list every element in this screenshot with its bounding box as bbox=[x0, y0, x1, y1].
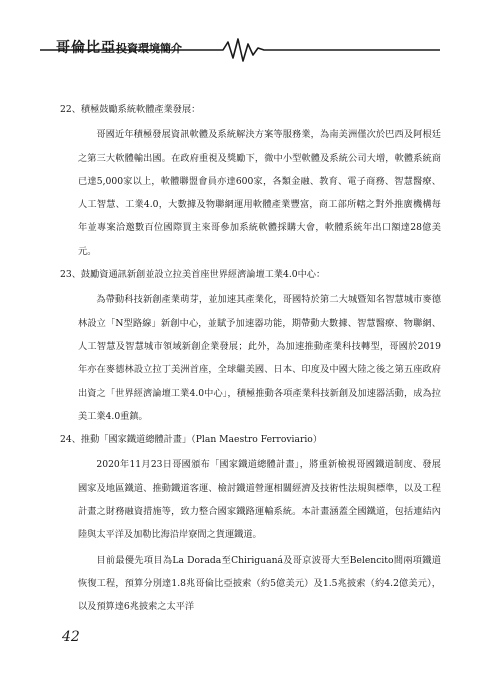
header-country: 哥倫比亞 bbox=[56, 40, 116, 56]
header-subtitle: 投資環境簡介 bbox=[116, 42, 182, 55]
item-24-heading: 24、推動「國家鐵道總體計畫」（Plan Maestro Ferroviario） bbox=[60, 434, 323, 446]
header-title bbox=[56, 37, 182, 57]
item-24-paragraph-2: 目前最優先項目為La Dorada至Chiriguaná及哥京波哥大至Belencito間兩項鐵道恢復工程，預算分別達1.8兆哥倫比亞披索（約5億美元）及1.5兆披索（約4.2億美元），以及預算達6兆披索之太平洋 bbox=[78, 554, 441, 613]
item-24-paragraph-1: 2020年11月23日哥國頒布「國家鐵道總體計畫」，將重新檢視哥國鐵道制度、發展國家及地區鐵道、推動鐵道客運、檢討鐵道營運相關經濟及技術性法規與標準，以及工程計畫之財務融資措施等，致力整合國家鐵路運輸系統。本計畫涵蓋全國鐵道，包括連結內陸與太平洋及加勒比海沿岸寮間之貨運鐵道。 bbox=[78, 459, 441, 541]
item-23-paragraph: 為帶動科技新創產業萌芽，並加速其產業化，哥國特於第二大城暨知名智慧城市麥德林設立「N型路線」新創中心，並賦予加速器功能，期帶動大數據、智慧醫療、物聯網、人工智慧及智慧城市領域新創企業發展；此外，為加速推動產業科技轉型，哥國於2019年亦在麥德林設立拉丁美洲首座，全球繼美國、日本、印度及中國大陸之後之第五座政府出資之「世界經濟論壇工業4.0中心」，積極推動各項產業科技新創及加速器活動，成為拉美工業4.0重鎮。 bbox=[78, 294, 441, 422]
page-body bbox=[60, 98, 441, 619]
page-number: 42 bbox=[62, 629, 80, 645]
running-header bbox=[40, 36, 440, 66]
item-22-paragraph: 哥國近年積極發展資訊軟體及系統解決方案等服務業，為南美洲僅次於巴西及阿根廷之第三大軟體輸出國。在政府重視及獎勵下，微中小型軟體及系統公司大增，軟體系統商已達5,000家以上，軟體聯盟會員亦達600家，各類金融、教育、電子商務、智慧醫療、人工智慧、工業4.0，大數據及物聯網運用軟體產業豐富，商工部所轄之對外推廣機構每年並專案洽邀數百位國際買主來哥參加系統軟體採購大會，軟體系統年出口額達28億美元。 bbox=[78, 129, 441, 257]
item-22-heading: 22、積極鼓勵系統軟體產業發展： bbox=[60, 104, 201, 115]
item-23-heading: 23、鼓勵資通訊新創並設立拉美首座世界經濟論壇工業4.0中心： bbox=[60, 269, 326, 281]
